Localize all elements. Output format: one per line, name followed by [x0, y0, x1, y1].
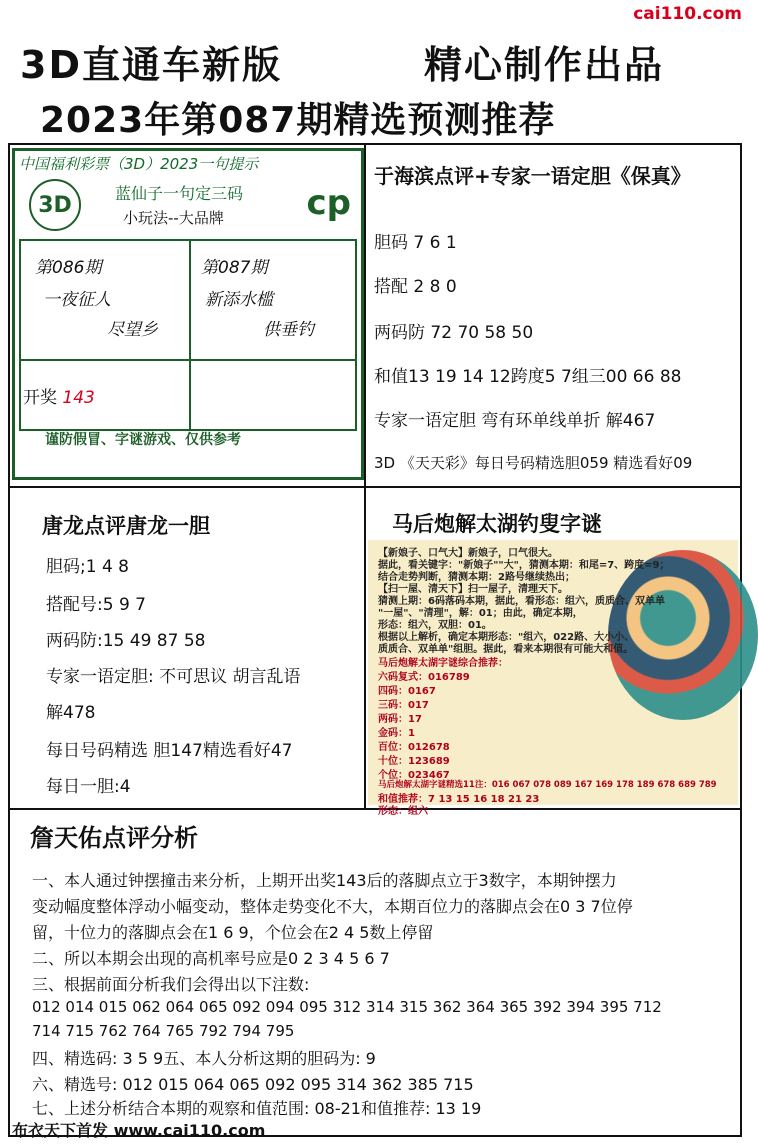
yu-line: 专家一语定胆 弯有环单线单折 解467 [374, 411, 656, 431]
card-disclaimer: 谨防假冒、字谜游戏、仅供参考 [45, 432, 241, 448]
riddle-line: 两码：17 [378, 714, 422, 725]
riddle-line: 结合走势判断，猜测本期：2路号继续热出； [378, 572, 575, 583]
riddle-line: 【新娘子、口气大】新娘子，口气很大。 [378, 548, 558, 559]
tang-line: 胆码;1 4 8 [46, 557, 129, 577]
header [14, 34, 736, 87]
header-right-title: 精心制作出品 [424, 43, 665, 87]
riddle-line: 个位：023467 [378, 770, 450, 781]
draw-value: 143 [62, 388, 95, 408]
riddle-line: 马后炮解太湖字谜精选11注：016 067 078 089 167 169 178 189 678 689 789 [378, 780, 717, 790]
riddle-line: 根据以上解析，确定本期形态："组六，022路、大小小、 [378, 632, 635, 643]
tang-line: 专家一语定胆: 不可思议 胡言乱语 [46, 667, 301, 687]
zhan-line: 四、精选码: 3 5 9五、本人分析这期的胆码为: 9 [32, 1049, 376, 1068]
site-logo[interactable]: cai110.com [633, 4, 742, 24]
lottery-card [12, 148, 364, 480]
divider-h-2 [8, 808, 742, 810]
tang-line: 解478 [46, 703, 96, 723]
prev-issue-head: 第086期 [35, 258, 102, 278]
zhan-line: 二、所以本期会出现的高机率号应是0 2 3 4 5 6 7 [32, 949, 390, 968]
zhan-line: 六、精选号: 012 015 064 065 092 095 314 362 385 715 [32, 1075, 474, 1094]
yu-title: 于海滨点评+专家一语定胆《保真》 [374, 164, 691, 188]
cur-issue-head: 第087期 [201, 258, 268, 278]
card-top-text: 中国福利彩票（3D）2023一句提示 [19, 155, 259, 173]
prev-riddle-line1: 一夜征人 [43, 290, 111, 310]
zhan-line: 留，十位力的落脚点会在1 6 9，个位会在2 4 5数上停留 [32, 923, 434, 942]
riddle-line: 三码：017 [378, 700, 429, 711]
tang-line: 每日号码精选 胆147精选看好47 [46, 741, 293, 761]
3d-badge-icon: 3D [29, 179, 81, 231]
cur-riddle-line1: 新添水槛 [205, 290, 273, 310]
yu-line: 3D 《天天彩》每日号码精选胆059 精选看好09 [374, 454, 693, 472]
riddle-line: 金码：1 [378, 728, 415, 739]
zhan-line: 一、本人通过钟摆撞击来分析，上期开出奖143后的落脚点立于3数字，本期钟摆力 [32, 871, 617, 890]
riddle-line: 据此，看关键字："新娘子""大"，猜测本期：和尾=7、跨度=9； [378, 560, 670, 571]
zhan-line: 变动幅度整体浮动小幅变动，整体走势变化不大，本期百位力的落脚点会在0 3 7位停 [32, 897, 633, 916]
riddle-line: 和值推荐：7 13 15 16 18 21 23 [378, 794, 540, 805]
divider-h-1 [8, 486, 742, 488]
riddle-line: "一屋"、"清理"，解：01；由此，确定本期， [378, 608, 583, 619]
draw-result [23, 383, 95, 408]
tang-title: 唐龙点评唐龙一胆 [42, 514, 210, 538]
riddle-line: 质质合、双单单"组胆。据此，看来本期很有可能大和值。 [378, 644, 634, 655]
riddle-line: 形态：组六 [378, 806, 428, 817]
tang-line: 每日一胆:4 [46, 777, 131, 797]
divider-v-top [364, 143, 366, 486]
riddle-line: 形态：组六，双胆：01。 [378, 620, 492, 631]
riddle-panel [368, 540, 738, 817]
header-left-title: 3D直通车新版 [20, 43, 282, 87]
issue-title: 2023年第087期精选预测推荐 [40, 100, 556, 141]
riddle-line: 四码：0167 [378, 686, 436, 697]
card-slogan: 蓝仙子一句定三码 [115, 184, 244, 203]
riddle-line: 马后炮解太湖字谜综合推荐： [378, 658, 508, 669]
mahou-title: 马后炮解太湖钓叟字谜 [392, 512, 602, 536]
zhan-title: 詹天佑点评分析 [30, 824, 198, 852]
prev-riddle-line2: 尽望乡 [107, 320, 158, 340]
zhan-line: 七、上述分析结合本期的观察和值范围: 08-21和值推荐: 13 19 [32, 1099, 482, 1118]
riddle-line: 百位：012678 [378, 742, 450, 753]
tang-line: 搭配号:5 9 7 [46, 595, 146, 615]
riddle-line: 十位：123689 [378, 756, 450, 767]
riddle-line: 六码复式：016789 [378, 672, 470, 683]
yu-line: 搭配 2 8 0 [374, 277, 457, 297]
tang-line: 两码防:15 49 87 58 [46, 631, 206, 651]
yu-line: 两码防 72 70 58 50 [374, 323, 534, 343]
grid-divider-h [21, 359, 355, 361]
draw-label: 开奖 [23, 388, 57, 408]
welfare-logo-icon: cp [306, 183, 351, 223]
divider-v-mid [364, 486, 366, 808]
yu-line: 胆码 7 6 1 [374, 233, 457, 253]
card-subslogan: 小玩法--大品牌 [123, 209, 224, 227]
cur-riddle-line2: 供垂钓 [263, 320, 314, 340]
zhan-line: 012 014 015 062 064 065 092 094 095 312 314 315 362 364 365 392 394 395 712 [32, 998, 662, 1016]
footer-watermark[interactable]: 布衣天下首发 www.cai110.com [12, 1121, 266, 1140]
grid-divider-v [189, 241, 191, 429]
zhan-line: 三、根据前面分析我们会得出以下注数: [32, 975, 310, 994]
riddle-line: 猜测上期：6码落码本期，据此，看形态：组六，质质合、双单单 [378, 596, 665, 607]
zhan-line: 714 715 762 764 765 792 794 795 [32, 1022, 295, 1040]
yu-line: 和值13 19 14 12跨度5 7组三00 66 88 [374, 367, 682, 387]
riddle-line: 【扫一屋、清天下】扫一屋子，清理天下。 [378, 584, 568, 595]
